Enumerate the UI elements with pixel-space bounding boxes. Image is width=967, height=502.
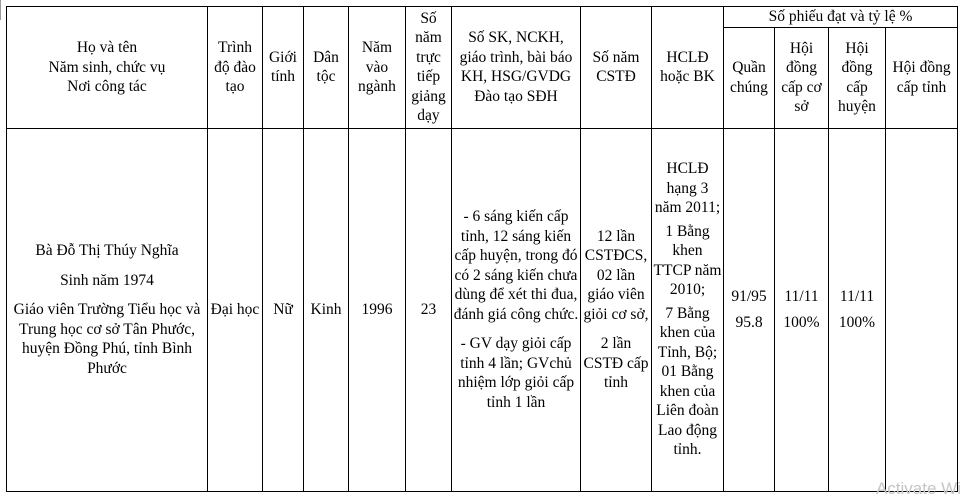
achievement-initiatives: - 6 sáng kiến cấp tỉnh, 12 sáng kiến cấp huyện, trong đó có 2 sáng kiến chưa dùng để xét thi đua, đánh giá công chức. xyxy=(453,208,579,323)
cell-votes-province xyxy=(886,128,958,491)
header-year-start: Năm vào ngành xyxy=(349,7,406,129)
header-votes-public: Quần chúng xyxy=(724,27,775,128)
header-gender: Giới tính xyxy=(263,7,304,129)
header-votes-district: Hội đồng cấp huyện xyxy=(829,27,886,128)
cell-votes-school xyxy=(775,128,829,491)
votes-school-count: 11/11 xyxy=(784,287,819,305)
hcld-ttcp: 1 Bằng khen TTCP năm 2010; xyxy=(653,222,722,299)
header-name: Họ và tên Năm sinh, chức vụ Nơi công tác xyxy=(7,7,208,129)
cell-votes-public xyxy=(724,128,775,491)
activate-windows-watermark: Activate Wi xyxy=(875,479,961,498)
votes-public-pct: 95.8 xyxy=(735,314,763,331)
header-cstd-years: Số năm CSTĐ xyxy=(581,7,652,129)
header-hcld: HCLĐ hoặc BK xyxy=(652,7,724,129)
nominee-table xyxy=(6,6,958,492)
votes-district-pct: 100% xyxy=(838,314,876,331)
votes-public-count: 91/95 xyxy=(731,287,767,305)
hcld-certificates: 7 Bằng khen của Tỉnh, Bộ; 01 Bằng khen của Liên đoàn Lao động tỉnh. xyxy=(656,304,719,459)
hcld-medal: HCLĐ hạng 3 năm 2011; xyxy=(654,160,721,217)
cell-cstd xyxy=(581,128,652,491)
cell-votes-district xyxy=(829,128,886,491)
left-edge-mark xyxy=(0,0,3,20)
cstd-local: 12 lần CSTĐCS, 02 lần giáo viên giỏi cơ sở, xyxy=(583,227,649,323)
header-votes-group: Số phiếu đạt và tỷ lệ % xyxy=(724,7,958,28)
cell-name xyxy=(7,128,208,491)
cell-gender: Nữ xyxy=(263,128,304,491)
header-ethnicity: Dân tộc xyxy=(304,7,349,129)
cstd-province: 2 lần CSTĐ cấp tỉnh xyxy=(583,335,649,391)
header-years-teaching: Số năm trực tiếp giảng dạy xyxy=(406,7,452,129)
header-achievements: Số SK, NCKH, giáo trình, bài báo KH, HSG/GVDG Đào tạo SĐH xyxy=(452,7,581,129)
cell-ethnicity: Kinh xyxy=(304,128,349,491)
votes-school-pct: 100% xyxy=(783,314,820,331)
header-votes-province: Hội đồng cấp tỉnh xyxy=(886,27,958,128)
votes-district-count: 11/11 xyxy=(839,287,875,305)
cell-years-teaching: 23 xyxy=(406,128,452,491)
cell-achievements xyxy=(452,128,581,491)
table-row xyxy=(7,128,958,491)
nominee-name: Bà Đỗ Thị Thúy Nghĩa xyxy=(35,242,179,259)
cell-year-start: 1996 xyxy=(349,128,406,491)
nominee-birth: Sinh năm 1974 xyxy=(60,271,154,289)
cell-education: Đại học xyxy=(208,128,263,491)
header-education: Trình độ đào tạo xyxy=(208,7,263,129)
achievement-teaching-awards: - GV dạy giỏi cấp tỉnh 4 lần; GVchủ nhiệm lớp giỏi cấp tỉnh 1 lần xyxy=(457,335,575,411)
header-votes-school: Hội đồng cấp cơ sở xyxy=(775,27,829,128)
nominee-workplace: Giáo viên Trường Tiểu học và Trung học cơ sở Tân Phước, huyện Đồng Phú, tỉnh Bình Phước xyxy=(13,301,201,377)
cell-hcld xyxy=(652,128,724,491)
